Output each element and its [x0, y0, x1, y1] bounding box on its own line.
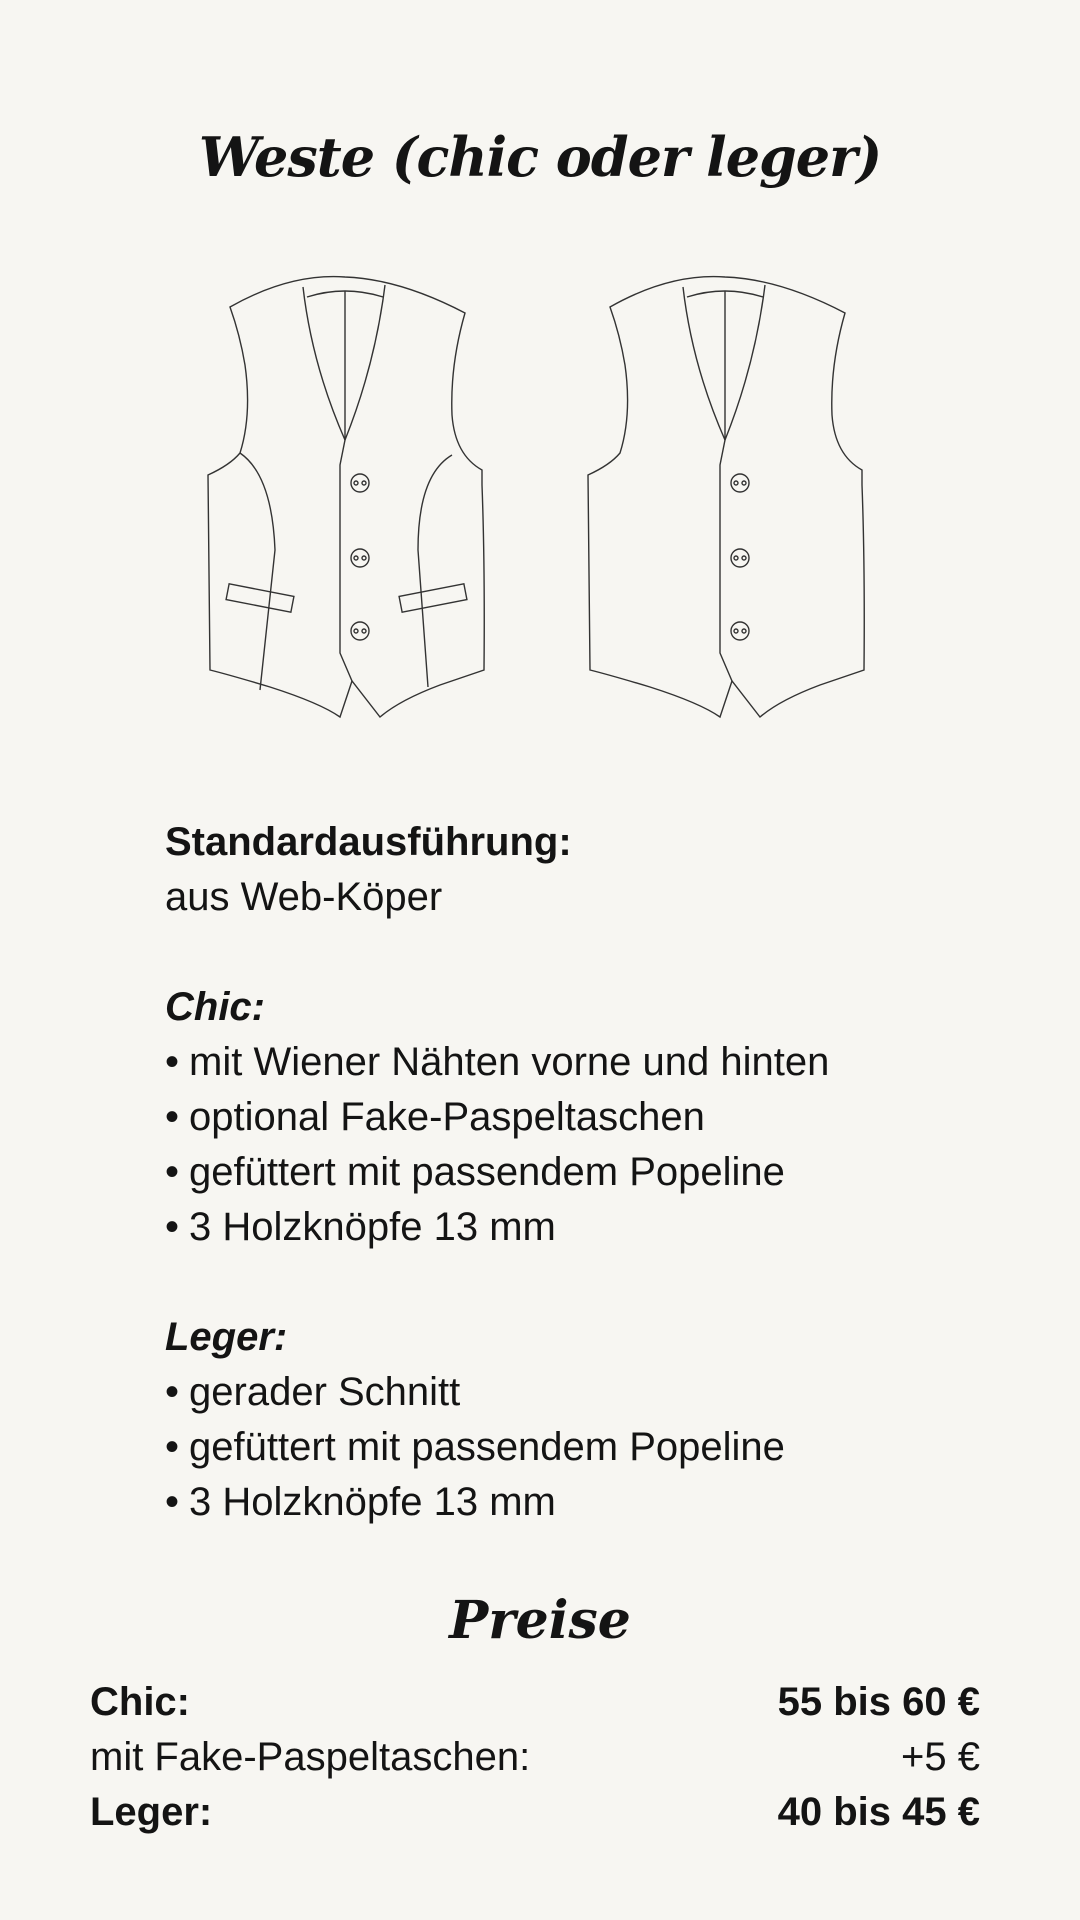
- prices-heading: Preise: [449, 1590, 631, 1651]
- price-label: Chic:: [90, 1680, 190, 1724]
- standard-label: Standardausführung:: [165, 820, 572, 864]
- price-value: +5 €: [901, 1735, 980, 1779]
- page-title: Weste (chic oder leger): [198, 125, 882, 189]
- button-icon: [351, 622, 369, 640]
- price-label: mit Fake-Paspeltaschen:: [90, 1735, 531, 1779]
- price-label: Leger:: [90, 1790, 213, 1834]
- chic-label: Chic:: [165, 985, 265, 1029]
- button-icon: [351, 474, 369, 492]
- vest-chic-drawing: [208, 277, 484, 717]
- button-icon: [731, 622, 749, 640]
- leger-label: Leger:: [165, 1315, 288, 1359]
- button-icon: [731, 549, 749, 567]
- vest-illustrations: [200, 265, 890, 725]
- button-icon: [731, 474, 749, 492]
- price-row-fake-pockets: [90, 1730, 980, 1785]
- price-value: 40 bis 45 €: [777, 1790, 980, 1834]
- standard-value: aus Web-Köper: [165, 875, 443, 919]
- price-value: 55 bis 60 €: [777, 1680, 980, 1724]
- product-details: [165, 815, 985, 1530]
- price-row-leger: [90, 1785, 980, 1840]
- button-icon: [351, 549, 369, 567]
- chic-feature-item: • gefüttert mit passendem Popeline: [165, 1145, 985, 1200]
- leger-feature-item: • gefüttert mit passendem Popeline: [165, 1420, 985, 1475]
- chic-feature-item: • mit Wiener Nähten vorne und hinten: [165, 1035, 985, 1090]
- price-row-chic: [90, 1675, 980, 1730]
- chic-feature-item: • optional Fake-Paspeltaschen: [165, 1090, 985, 1145]
- price-list: [90, 1675, 980, 1840]
- leger-feature-item: • gerader Schnitt: [165, 1365, 985, 1420]
- vest-leger-drawing: [588, 277, 864, 717]
- leger-feature-item: • 3 Holzknöpfe 13 mm: [165, 1475, 985, 1530]
- chic-feature-item: • 3 Holzknöpfe 13 mm: [165, 1200, 985, 1255]
